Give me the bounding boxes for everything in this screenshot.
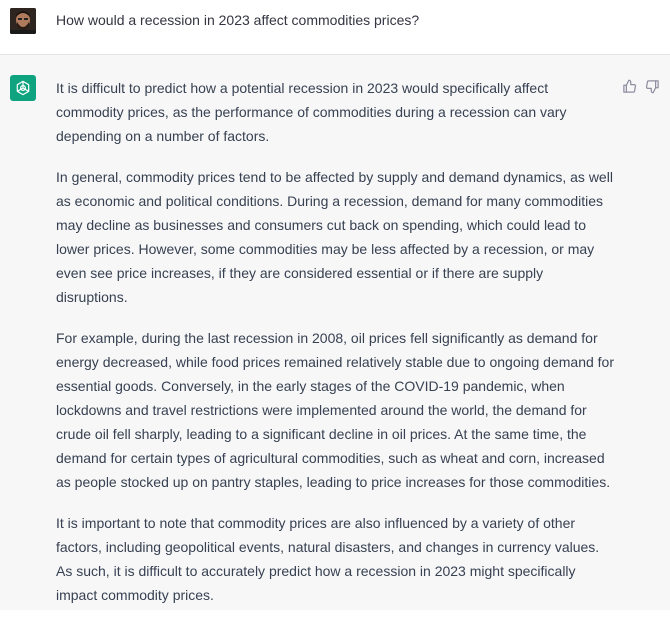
assistant-answer — [56, 76, 616, 624]
answer-line: depending on a number of factors. — [56, 128, 270, 144]
answer-paragraph — [56, 165, 616, 309]
answer-line: It is difficult to predict how a potential recession in 2023 would specifically affect — [56, 80, 549, 96]
answer-line: demand for certain types of agricultural commodities, such as wheat and corn, increased — [56, 450, 605, 466]
answer-line: As such, it is difficult to accurately predict how a recession in 2023 might specifically — [56, 563, 576, 579]
user-message-row — [0, 0, 670, 55]
answer-line: as people stocked up on pantry staples, leading to price increases for those commodities. — [56, 474, 611, 490]
user-message-text: How would a recession in 2023 affect commodities prices? — [56, 12, 420, 28]
answer-paragraph — [56, 76, 616, 148]
openai-logo-icon — [10, 75, 36, 101]
answer-line: lower prices. However, some commodities may be less affected by a recession, or may — [56, 241, 595, 257]
answer-line: energy decreased, while food prices remained relatively stable due to ongoing demand for — [56, 354, 615, 370]
answer-line: as economic and political conditions. During a recession, demand for many commodities — [56, 193, 604, 209]
answer-line: In general, commodity prices tend to be affected by supply and demand dynamics, as well — [56, 169, 613, 185]
answer-line: factors, including geopolitical events, natural disasters, and changes in currency values. — [56, 539, 600, 555]
answer-line: essential goods. Conversely, in the early stages of the COVID-19 pandemic, when — [56, 378, 565, 394]
answer-line: may decline as businesses and consumers cut back on spending, which could lead to — [56, 217, 586, 233]
assistant-message-row — [0, 55, 670, 610]
answer-line: For example, during the last recession in 2008, oil prices fell significantly as demand for — [56, 330, 598, 346]
answer-line: crude oil fell sharply, leading to a significant decline in oil prices. At the same time, the — [56, 426, 587, 442]
answer-paragraph — [56, 511, 616, 607]
thumbs-up-icon[interactable] — [620, 77, 638, 95]
thumbs-down-icon[interactable] — [643, 77, 661, 95]
answer-line: lockdowns and travel restrictions were implemented around the world, the demand for — [56, 402, 587, 418]
answer-line: It is important to note that commodity prices are also influenced by a variety of other — [56, 515, 576, 531]
answer-line: even see price increases, if they are considered essential or if there are supply — [56, 265, 544, 281]
answer-line: disruptions. — [56, 289, 128, 305]
answer-paragraph — [56, 326, 616, 494]
answer-line: commodity prices, as the performance of commodities during a recession can vary — [56, 104, 567, 120]
user-avatar — [10, 8, 36, 34]
answer-line: impact commodity prices. — [56, 587, 214, 603]
